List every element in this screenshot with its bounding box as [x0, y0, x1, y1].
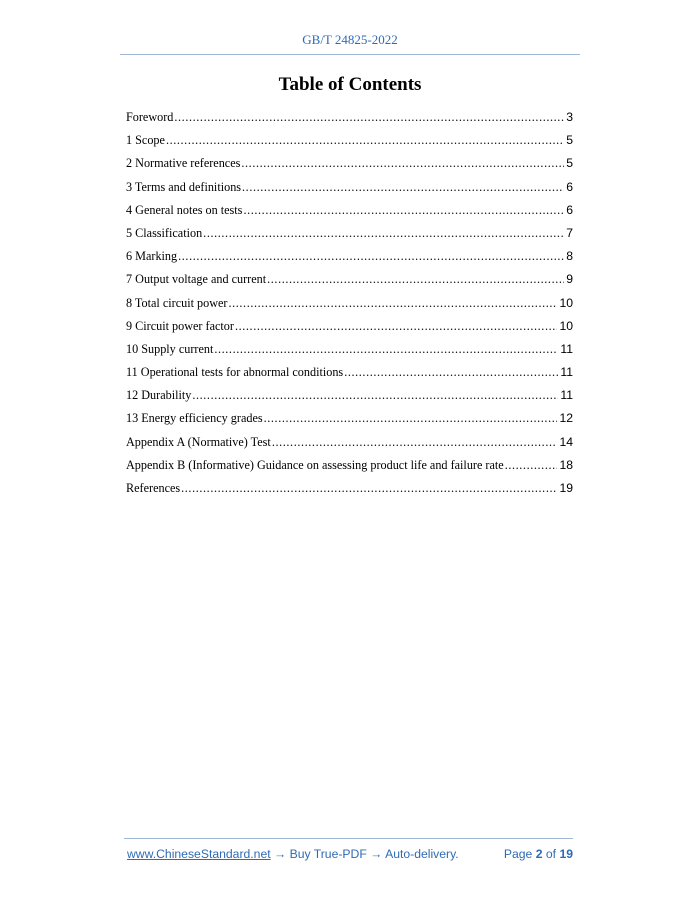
website-link[interactable]: www.ChineseStandard.net [127, 847, 271, 861]
toc-dot-leader [264, 408, 558, 428]
toc-entry-label: Appendix A (Normative) Test [126, 434, 271, 449]
toc-entry-general-notes-on-tests[interactable] [126, 200, 573, 223]
toc-entry-label: Foreword [126, 110, 174, 124]
toc-entry-label: 2 Normative references [126, 156, 241, 171]
toc-entry-appendix-b[interactable] [126, 455, 573, 478]
toc-entry-page: 3 [566, 110, 573, 124]
toc-dot-leader [235, 316, 557, 336]
table-of-contents [126, 107, 573, 501]
footer-promo-text: → Buy True-PDF → Auto-delivery. [270, 847, 459, 861]
document-id-header: GB/T 24825-2022 [302, 32, 398, 47]
header-divider [120, 54, 580, 55]
toc-dot-leader [228, 293, 557, 313]
toc-entry-page: 14 [559, 434, 573, 449]
toc-entry-label: 6 Marking [126, 249, 178, 264]
toc-entry-page: 19 [559, 481, 573, 495]
toc-entry-label: 1 Scope [126, 133, 165, 148]
toc-dot-leader [272, 432, 558, 452]
page-indicator [504, 847, 573, 861]
toc-dot-leader [192, 385, 558, 405]
toc-entry-page: 8 [566, 249, 573, 264]
page-title: Table of Contents [278, 74, 422, 95]
toc-entry-label: 8 Total circuit power [126, 295, 228, 310]
toc-entry-label: 7 Output voltage and current [126, 272, 267, 287]
toc-entry-label: References [126, 481, 181, 495]
toc-dot-leader [241, 153, 564, 173]
toc-entry-output-voltage-and-current[interactable] [126, 269, 573, 292]
toc-entry-energy-efficiency-grades[interactable] [126, 408, 573, 431]
toc-entry-page: 10 [559, 318, 573, 333]
toc-entry-scope[interactable] [126, 130, 573, 153]
toc-dot-leader [166, 130, 564, 150]
toc-entry-terms-and-definitions[interactable] [126, 177, 573, 200]
toc-entry-marking[interactable] [126, 246, 573, 269]
toc-entry-classification[interactable] [126, 223, 573, 246]
toc-entry-page: 9 [566, 272, 573, 287]
toc-entry-page: 6 [566, 202, 573, 217]
page-footer [127, 847, 573, 861]
toc-entry-label: 10 Supply current [126, 341, 214, 356]
toc-entry-durability[interactable] [126, 385, 573, 408]
toc-entry-circuit-power-factor[interactable] [126, 316, 573, 339]
toc-dot-leader [243, 200, 564, 220]
total-page-count: 19 [559, 847, 573, 861]
toc-entry-foreword[interactable] [126, 107, 573, 130]
toc-entry-label: 13 Energy efficiency grades [126, 411, 263, 426]
toc-dot-leader [344, 362, 558, 382]
toc-dot-leader [505, 455, 558, 475]
footer-divider [124, 838, 573, 839]
of-word: of [545, 847, 557, 861]
toc-entry-label: 9 Circuit power factor [126, 318, 234, 333]
toc-entry-normative-references[interactable] [126, 153, 573, 176]
toc-entry-label: 5 Classification [126, 225, 203, 240]
toc-entry-page: 7 [566, 225, 573, 240]
toc-entry-references[interactable] [126, 478, 573, 501]
toc-entry-page: 12 [559, 411, 573, 426]
toc-entry-appendix-a[interactable] [126, 432, 573, 455]
toc-entry-supply-current[interactable] [126, 339, 573, 362]
toc-entry-page: 6 [566, 179, 573, 194]
toc-entry-label: 12 Durability [126, 388, 192, 403]
toc-entry-page: 5 [566, 156, 573, 171]
toc-entry-operational-tests-abnormal-conditions[interactable] [126, 362, 573, 385]
toc-entry-total-circuit-power[interactable] [126, 293, 573, 316]
toc-entry-page: 10 [559, 295, 573, 310]
toc-dot-leader [242, 177, 564, 197]
toc-entry-label: 11 Operational tests for abnormal conditions [126, 365, 344, 380]
toc-entry-page: 18 [559, 457, 573, 472]
toc-entry-label: Appendix B (Informative) Guidance on assessing product life and failure rate [126, 457, 504, 472]
toc-dot-leader [178, 246, 564, 266]
toc-entry-page: 11 [560, 341, 573, 356]
toc-entry-page: 5 [566, 133, 573, 148]
toc-dot-leader [267, 269, 564, 289]
toc-entry-label: 4 General notes on tests [126, 202, 243, 217]
toc-dot-leader [203, 223, 564, 243]
toc-entry-label: 3 Terms and definitions [126, 179, 242, 194]
toc-entry-page: 11 [560, 365, 573, 380]
toc-entry-page: 11 [560, 388, 573, 403]
page-word: Page [503, 847, 533, 861]
toc-dot-leader [174, 107, 564, 127]
current-page-number: 2 [535, 847, 543, 861]
toc-dot-leader [181, 478, 557, 498]
toc-dot-leader [214, 339, 558, 359]
